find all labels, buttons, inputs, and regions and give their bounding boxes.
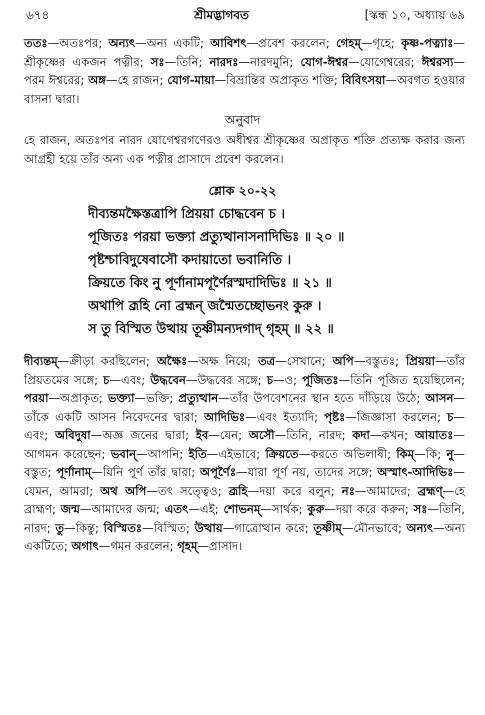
synonym-word: কৃষ্ণ-পত্ন্যাঃ bbox=[401, 36, 454, 50]
synonym-word: অক্ষৈঃ bbox=[156, 354, 188, 368]
synonym-meaning: —তিনি; bbox=[164, 54, 210, 69]
synonym-meaning: —যিনি পূর্ণ তাঁর দ্বারা; bbox=[91, 465, 201, 479]
synonym-word: চ bbox=[103, 372, 110, 387]
verse-line: ক্রিয়তে কিং নু পূর্ণানামপূর্ণৈরস্মদাদিভিঃ ॥ ২১ ॥ bbox=[88, 276, 332, 291]
verse-heading: শ্লোক ২০-২২ bbox=[208, 183, 277, 198]
synonym-word: কিম্ bbox=[396, 446, 415, 461]
synonym-word: প্রিয়য়া bbox=[405, 354, 435, 368]
synonym-meaning: —যেন; bbox=[208, 428, 249, 442]
synonym-word: অবিদুষা bbox=[54, 428, 91, 442]
synonym-meaning: —বিস্মিত; bbox=[142, 520, 195, 535]
synonym-word: ভক্ত্যা bbox=[107, 391, 135, 405]
synonym-meaning: —গৃহে; bbox=[360, 36, 402, 50]
synonym-meaning: —বস্তুতঃ; bbox=[353, 354, 406, 368]
synonym-word: ততঃ bbox=[24, 36, 48, 50]
synonym-word: চ bbox=[447, 409, 454, 424]
synonym-meaning: —এবং; bbox=[109, 372, 151, 387]
synonym-meaning: —তাঁর প্রিয়তমের সঙ্গে; bbox=[24, 354, 466, 387]
synonym-word: বিবিৎসয়া bbox=[341, 73, 386, 87]
synonym-meaning: —অবগত হওয়ার বাসনা দ্বারা। bbox=[24, 73, 466, 106]
verse-line: অথাপি ব্রূহি নো ব্রহ্মন্ জন্মৈতচ্ছোভনং কুরু । bbox=[88, 299, 322, 314]
verse-block bbox=[88, 203, 465, 341]
synonym-meaning: —প্রবেশ করলেন; bbox=[246, 36, 337, 50]
synonym-meaning: —ও; bbox=[272, 372, 303, 387]
synonym-word: উদ্ধবেন bbox=[150, 372, 186, 387]
synonym-meaning: —তিনি পূজিত হয়েছিলেন; bbox=[338, 372, 466, 387]
synonym-word: ভবান্ bbox=[110, 446, 137, 461]
synonym-word: চ bbox=[266, 372, 273, 387]
synonym-meaning: —উদ্ধবের সঙ্গে; bbox=[185, 372, 267, 387]
synonym-meaning: —অতঃপর; bbox=[47, 36, 109, 50]
translation-text: হে রাজন, অতঃপর নারদ যোগেশ্বরগণেরও অধীশ্বর শ্রীকৃষ্ণের অপ্রাকৃত শক্তি প্রত্যক্ষ করার জন্য আগ্রহী হয়ে তাঁর অন্য এক পত্নীর প্রাসাদে প্রবেশ করলেন। bbox=[24, 133, 465, 166]
chapter-reference: [স্কন্ধ ১০, অধ্যায় ৬৯ bbox=[364, 8, 465, 22]
synonym-meaning: —অন্য একটিতে; bbox=[24, 520, 465, 553]
synonym-word: কদা bbox=[352, 428, 370, 442]
synonym-meaning: —এইভাবে; bbox=[206, 446, 266, 461]
synonym-meaning: —কখন; bbox=[369, 428, 415, 442]
synonym-meaning: —তিনি, নারদ; bbox=[274, 428, 353, 442]
synonym-word: অসৌ bbox=[248, 428, 275, 442]
synonym-meaning: —বস্তুত; bbox=[24, 446, 465, 479]
synonym-word: অস্মাৎ-আদিভিঃ bbox=[377, 465, 454, 479]
synonym-word: বিস্মিতঃ bbox=[103, 520, 143, 535]
synonym-word: নারদঃ bbox=[209, 54, 239, 69]
synonym-meaning: —সার্থক; bbox=[260, 502, 308, 516]
synonym-word: ব্রূহি bbox=[228, 483, 248, 498]
synonym-meaning: —পরম ঈশ্বরের; bbox=[24, 54, 465, 87]
synonym-meaning: —আমাদের জন্ম; bbox=[79, 502, 165, 516]
synonym-word: উত্থায় bbox=[194, 520, 223, 535]
verse-line: পূজিতঃ পরয়া ভক্ত্যা প্রত্যুত্থানাসনাদিভিঃ ॥ ২০ ॥ bbox=[88, 230, 345, 245]
verse-line: দীব্যন্তমক্ষৈস্তত্রাপি প্রিয়য়া চোদ্ধবেন চ । bbox=[88, 207, 286, 222]
synonyms-block-bottom bbox=[24, 352, 465, 556]
synonym-meaning: —প্রাসাদ। bbox=[197, 539, 243, 553]
synonym-word: সঃ bbox=[150, 54, 165, 69]
synonym-word: অন্যৎ bbox=[108, 36, 136, 50]
synonym-word: তু bbox=[55, 520, 65, 535]
synonym-word: দীব্যন্তম্ bbox=[24, 354, 58, 368]
page-header bbox=[26, 6, 465, 26]
synonym-word: ইতি bbox=[188, 446, 207, 461]
running-title: শ্রীমদ্ভাগবত bbox=[194, 8, 250, 22]
synonym-meaning: —অক্ষ নিয়ে; bbox=[187, 354, 258, 368]
synonym-word: নু bbox=[446, 446, 454, 461]
synonym-meaning: —হে ব্রাহ্মণ; bbox=[24, 483, 465, 516]
synonym-word: অগাৎ bbox=[71, 539, 99, 553]
synonym-word: ক্রিয়তে bbox=[265, 446, 299, 461]
synonym-word: পূর্ণানাম্ bbox=[56, 465, 92, 479]
synonym-word: গৃহম্ bbox=[177, 539, 198, 553]
synonym-meaning: —আগমন করেছেন; bbox=[24, 428, 465, 461]
synonym-meaning: —তিনি, নারদ; bbox=[24, 502, 465, 535]
verse-line: স তু বিস্মিত উত্থায় তূষ্ণীমন্যদগাদ্ গৃহম্ ॥ ২২ ॥ bbox=[88, 322, 334, 337]
synonym-meaning: —তাঁকে একটি আসন নিবেদনের দ্বারা; bbox=[24, 391, 466, 424]
synonym-meaning: —কি; bbox=[414, 446, 447, 461]
synonym-meaning: —তাঁর উপবেশনের স্থান হতে দাঁড়িয়ে উঠে; bbox=[218, 391, 426, 405]
synonym-meaning: —করতে অভিলাষী; bbox=[298, 446, 397, 461]
synonym-meaning: —যেমন, আমরা; bbox=[24, 465, 465, 498]
synonym-word: আবিশৎ bbox=[210, 36, 247, 50]
synonym-word: ইব bbox=[195, 428, 209, 442]
synonym-meaning: —দয়া করে বলুন; bbox=[247, 483, 342, 498]
synonym-meaning: —গাত্রোত্থান করে; bbox=[222, 520, 314, 535]
synonym-word: অঙ্গ bbox=[88, 73, 106, 87]
synonym-word: তূষ্ণীম্ bbox=[313, 520, 342, 535]
synonym-word: পরয়া bbox=[24, 391, 49, 405]
synonym-word: প্রত্যুত্থান bbox=[178, 391, 219, 405]
synonym-meaning: —অপ্রাকৃত; bbox=[48, 391, 108, 405]
synonym-meaning: —ভক্তি; bbox=[134, 391, 179, 405]
synonym-meaning: —দয়া করে করুন; bbox=[324, 502, 414, 516]
synonym-word: সঃ bbox=[413, 502, 428, 516]
synonym-meaning: —জিজ্ঞাসা করলেন; bbox=[345, 409, 448, 424]
synonym-meaning: —যোগেশ্বরের; bbox=[348, 54, 422, 69]
synonym-word: পৃষ্টঃ bbox=[324, 409, 346, 424]
synonym-meaning: —বিভ্রান্তির অপ্রাকৃত শক্তি; bbox=[214, 73, 342, 87]
verse-line: পৃষ্টশ্চাবিদুষেবাসৌ কদায়াতো ভবানিতি । bbox=[88, 253, 292, 268]
synonym-word: নঃ bbox=[341, 483, 355, 498]
synonym-word: ব্রহ্মণ্ bbox=[417, 483, 443, 498]
synonym-word: পূজিতঃ bbox=[302, 372, 339, 387]
synonym-word: যোগ-ঈশ্বর bbox=[300, 54, 349, 69]
synonym-meaning: —এবং; bbox=[24, 409, 465, 442]
page-number: ৬৭৪ bbox=[26, 8, 50, 22]
translation-heading: অনুবাদ bbox=[224, 112, 261, 127]
synonym-meaning: —যারা পূর্ণ নয়, তাদের সঙ্গে; bbox=[236, 465, 378, 479]
synonym-meaning: —অন্য একটি; bbox=[135, 36, 211, 50]
synonym-meaning: —মৌনভাবে; bbox=[341, 520, 407, 535]
synonyms-block-top bbox=[24, 34, 465, 108]
synonym-word: এতৎ bbox=[164, 502, 189, 516]
synonym-word: অন্যৎ bbox=[406, 520, 434, 535]
synonym-meaning: —গমন করলেন; bbox=[98, 539, 178, 553]
synonym-word: কুরু bbox=[307, 502, 325, 516]
synonym-word: জন্ম bbox=[60, 502, 80, 516]
synonym-meaning: —শ্রীকৃষ্ণের একজন পত্নীর; bbox=[24, 36, 465, 69]
synonym-meaning: —নারদমুনি; bbox=[238, 54, 301, 69]
synonym-word: তত্র bbox=[257, 354, 276, 368]
synonym-word: গেহম্ bbox=[336, 36, 361, 50]
synonym-meaning: —এই; bbox=[188, 502, 224, 516]
synonym-word: আদিভিঃ bbox=[204, 409, 246, 424]
synonym-meaning: —আপনি; bbox=[136, 446, 189, 461]
synonym-word: অপি bbox=[332, 354, 354, 368]
synonym-meaning: —তৎ সত্ত্বেও; bbox=[146, 483, 229, 498]
synonym-meaning: —ক্রীড়া করছিলেন; bbox=[57, 354, 157, 368]
synonym-word: আয়াতঃ bbox=[414, 428, 454, 442]
synonym-word: অপূর্ণৈঃ bbox=[200, 465, 237, 479]
synonym-meaning: —সেখানে; bbox=[275, 354, 333, 368]
synonym-word: আসন bbox=[425, 391, 454, 405]
synonym-word: শোভনম্ bbox=[223, 502, 261, 516]
synonym-meaning: —আমাদের; bbox=[354, 483, 418, 498]
synonym-word: অথ অপি bbox=[100, 483, 147, 498]
synonym-meaning: —অজ্ঞ জনের দ্বারা; bbox=[90, 428, 196, 442]
synonym-meaning: —হে রাজন; bbox=[106, 73, 168, 87]
synonym-word: ঈশ্বরস্য bbox=[421, 54, 454, 69]
synonym-meaning: —এবং ইত্যাদি; bbox=[245, 409, 325, 424]
synonym-meaning: —কিন্তু; bbox=[64, 520, 104, 535]
synonym-word: যোগ-মায়া bbox=[167, 73, 215, 87]
